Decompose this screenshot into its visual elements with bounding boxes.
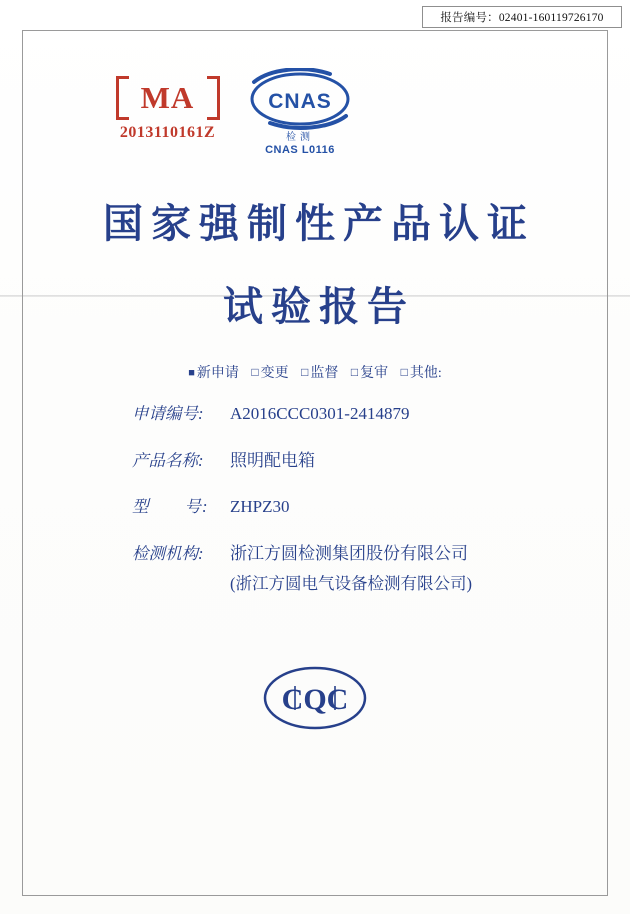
application-type-row bbox=[0, 362, 630, 382]
field-label-application-no: 申请编号: bbox=[132, 404, 204, 423]
field-list bbox=[0, 400, 630, 614]
cnas-code-text: CNAS L0116 bbox=[265, 144, 335, 156]
checkbox-option-supervision[interactable]: □ 监督 bbox=[301, 366, 338, 381]
field-row-testing-agency bbox=[0, 539, 630, 564]
cnas-chinese-text: 检测 bbox=[286, 132, 314, 143]
field-label-model: 型 号: bbox=[132, 497, 209, 516]
checkbox-option-review[interactable]: □ 复审 bbox=[351, 366, 388, 381]
field-value-application-no: A2016CCC0301-2414879 bbox=[230, 404, 410, 423]
cma-mark-icon bbox=[116, 76, 220, 120]
svg-text:CQC: CQC bbox=[281, 683, 349, 716]
checkbox-option-other[interactable]: □ 其他: bbox=[401, 366, 442, 381]
cnas-logo bbox=[215, 68, 385, 156]
field-value-testing-agency: 浙江方圆检测集团股份有限公司 bbox=[230, 544, 468, 563]
field-value-model: ZHPZ30 bbox=[230, 497, 290, 516]
document-title-line2: 试验报告 bbox=[223, 284, 415, 329]
field-label-product-name: 产品名称: bbox=[132, 451, 204, 470]
cma-code-text: 2013110161Z bbox=[119, 124, 216, 141]
cqc-seal-icon bbox=[257, 662, 373, 734]
field-row-application-no bbox=[0, 400, 630, 424]
cqc-logo bbox=[0, 662, 630, 739]
accreditation-logos bbox=[0, 68, 630, 163]
report-number-text: 报告编号：02401-160119726170 bbox=[440, 12, 604, 24]
field-row-product-name bbox=[0, 446, 630, 471]
field-value-testing-agency-line2: (浙江方圆电气设备检测有限公司) bbox=[230, 574, 472, 593]
checkbox-option-new[interactable]: ■ 新申请 bbox=[188, 366, 239, 381]
report-number-box bbox=[422, 6, 622, 28]
cma-letters-text: MA bbox=[140, 80, 195, 115]
checkbox-option-change[interactable]: □ 变更 bbox=[251, 366, 288, 381]
field-value-product-name: 照明配电箱 bbox=[230, 451, 315, 470]
svg-text:CNAS: CNAS bbox=[268, 90, 332, 113]
document-title-line1: 国家强制性产品认证 bbox=[103, 201, 535, 246]
field-label-testing-agency: 检测机构: bbox=[132, 544, 204, 563]
cnas-oval-icon bbox=[244, 68, 356, 130]
field-row-model bbox=[0, 493, 630, 517]
